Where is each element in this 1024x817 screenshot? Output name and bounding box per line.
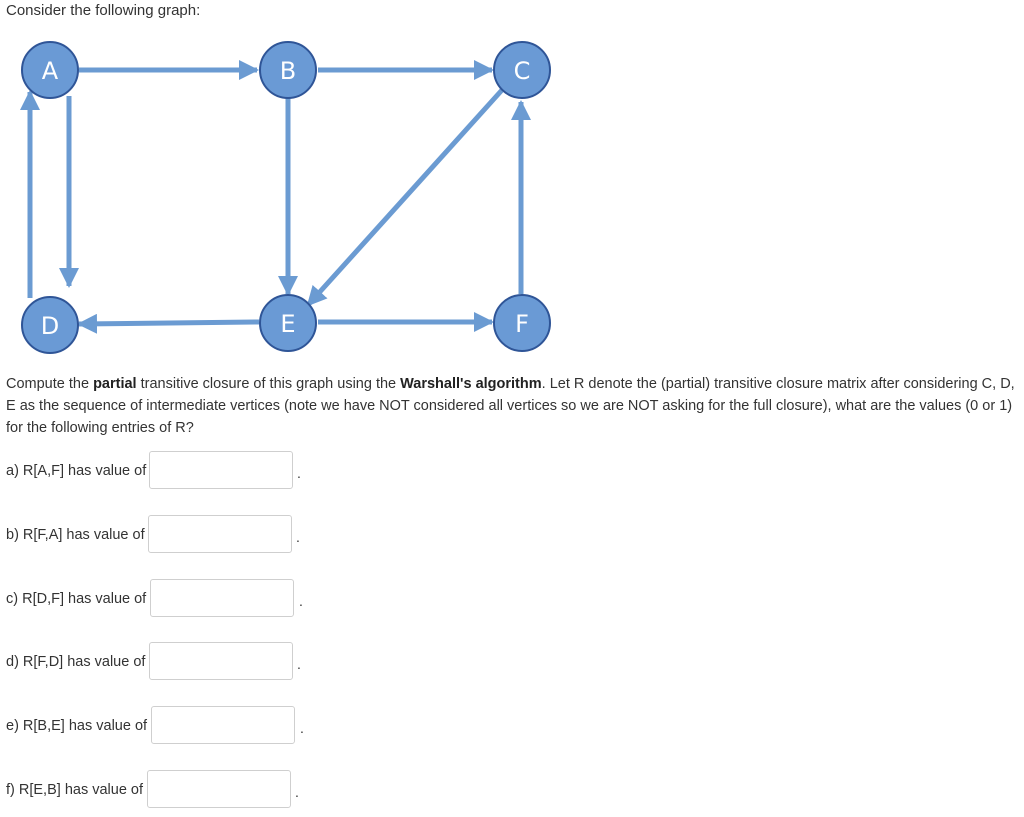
answer-input-c[interactable] [150, 579, 294, 617]
answer-label-d: d) R[F,D] has value of [6, 654, 146, 670]
period: . [297, 465, 301, 481]
node-d-label: D [40, 312, 60, 340]
answer-label-a: a) R[A,F] has value of [6, 463, 147, 479]
node-f [494, 295, 550, 351]
period: . [300, 720, 304, 736]
node-d [22, 297, 78, 353]
period: . [295, 784, 299, 800]
answer-label-f: f) R[E,B] has value of [6, 782, 144, 798]
question-part-3: . Let R denote the (partial) transitive closure matrix after considering C, D, E as the sequence of intermediate vertices (note we have NOT considered all vertices so we are NOT asking for the full closure), what are the values (0 or 1) for the following entries of R? [6, 376, 1015, 436]
node-f-label: F [515, 310, 529, 338]
answer-input-e[interactable] [151, 706, 295, 744]
node-e [260, 295, 316, 351]
question-bold-partial: partial [93, 376, 137, 392]
node-c-label: C [513, 57, 531, 85]
answer-input-b[interactable] [148, 515, 292, 553]
intro-text: Consider the following graph: [6, 2, 201, 19]
node-b-label: B [279, 57, 297, 85]
question-part-2: transitive closure of this graph using the [136, 376, 401, 392]
answer-label-e: e) R[B,E] has value of [6, 718, 148, 734]
node-a-label: A [41, 57, 59, 85]
answer-input-f[interactable] [147, 770, 291, 808]
answer-label-b: b) R[F,A] has value of [6, 527, 145, 543]
question-bold-warshall: Warshall's algorithm [400, 376, 542, 392]
node-a [22, 42, 78, 98]
question-text [6, 373, 1021, 439]
directed-graph [0, 30, 600, 360]
node-e-label: E [280, 310, 296, 338]
node-b [260, 42, 316, 98]
node-c [494, 42, 550, 98]
answer-input-a[interactable] [149, 451, 293, 489]
period: . [297, 656, 301, 672]
answer-label-c: c) R[D,F] has value of [6, 591, 147, 607]
period: . [296, 529, 300, 545]
edge-c-e [308, 90, 502, 305]
answer-input-d[interactable] [149, 642, 293, 680]
period: . [299, 593, 303, 609]
edge-e-d [79, 322, 259, 324]
question-part-1: Compute the [6, 376, 94, 392]
